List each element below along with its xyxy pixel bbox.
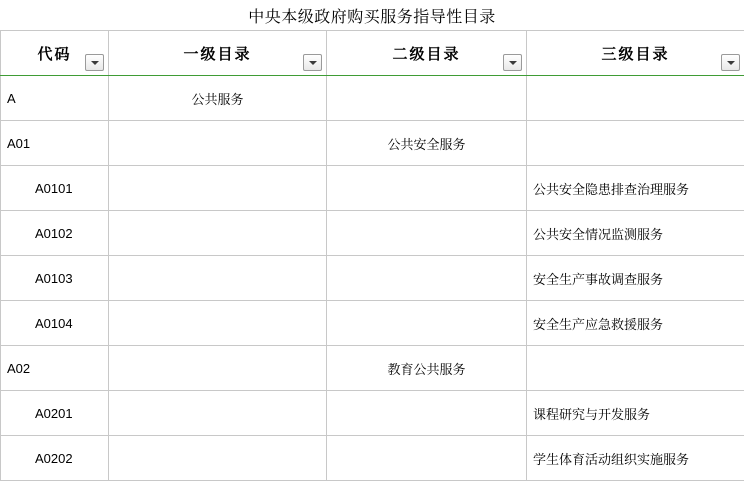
chevron-down-icon (91, 61, 99, 65)
cell-level3[interactable] (527, 301, 744, 346)
cell-level1-text: 公共服务 (191, 91, 244, 107)
cell-level2-text (327, 391, 526, 435)
cell-level2[interactable] (327, 391, 527, 436)
column-header-label: 一级目录 (183, 45, 252, 63)
cell-level1-text (109, 346, 326, 390)
column-header-label: 二级目录 (392, 45, 461, 63)
cell-level2[interactable] (327, 256, 527, 301)
cell-level1-text (109, 121, 326, 165)
filter-dropdown-level3[interactable] (721, 54, 740, 71)
cell-code-text: A0102 (35, 225, 73, 241)
filter-dropdown-level2[interactable] (503, 54, 522, 71)
table-row (1, 256, 744, 301)
cell-level1-text (109, 301, 326, 345)
chevron-down-icon (727, 61, 735, 65)
cell-code-text: A0104 (35, 315, 73, 331)
cell-level2-text (327, 211, 526, 255)
cell-level2-text (327, 76, 526, 120)
cell-code-text: A01 (7, 135, 31, 151)
cell-level1[interactable] (109, 256, 327, 301)
cell-level1[interactable] (109, 301, 327, 346)
table-header-row (1, 31, 744, 76)
filter-dropdown-level1[interactable] (303, 54, 322, 71)
cell-code[interactable] (1, 301, 109, 346)
cell-level3[interactable] (527, 391, 744, 436)
column-header-level3 (527, 31, 744, 76)
cell-level2[interactable] (327, 346, 527, 391)
cell-level1[interactable] (109, 346, 327, 391)
cell-level3-text (527, 76, 744, 120)
table-row (1, 391, 744, 436)
cell-level1[interactable] (109, 121, 327, 166)
cell-level2[interactable] (327, 121, 527, 166)
cell-level2-text: 公共安全服务 (387, 136, 466, 152)
cell-level2-text (327, 166, 526, 210)
cell-level1-text (109, 391, 326, 435)
chevron-down-icon (309, 61, 317, 65)
cell-level1-text (109, 256, 326, 300)
cell-code-text: A02 (7, 360, 31, 376)
table-row (1, 211, 744, 256)
cell-level2-text (327, 256, 526, 300)
cell-level3-text: 安全生产应急救援服务 (533, 316, 664, 332)
cell-level3-text (527, 121, 744, 165)
cell-level3-text: 安全生产事故调查服务 (533, 271, 664, 287)
table-row (1, 121, 744, 166)
cell-level2-text (327, 301, 526, 345)
cell-level2[interactable] (327, 436, 527, 481)
cell-level1-text (109, 211, 326, 255)
column-header-level1 (109, 31, 327, 76)
cell-level1[interactable] (109, 76, 327, 121)
cell-level1[interactable] (109, 391, 327, 436)
cell-code-text: A0201 (35, 405, 73, 421)
chevron-down-icon (509, 61, 517, 65)
cell-code[interactable] (1, 256, 109, 301)
cell-level3[interactable] (527, 166, 744, 211)
cell-code[interactable] (1, 121, 109, 166)
cell-level3[interactable] (527, 436, 744, 481)
cell-level3[interactable] (527, 346, 744, 391)
cell-level3-text: 学生体育活动组织实施服务 (533, 451, 690, 467)
cell-level1-text (109, 166, 326, 210)
cell-level3[interactable] (527, 121, 744, 166)
cell-code[interactable] (1, 346, 109, 391)
cell-level2-text (327, 436, 526, 480)
column-header-code (1, 31, 109, 76)
cell-level3-text (527, 346, 744, 390)
cell-code-text: A0101 (35, 180, 73, 196)
cell-code-text: A (7, 90, 16, 106)
column-header-level2 (327, 31, 527, 76)
cell-level3[interactable] (527, 256, 744, 301)
cell-level3-text: 公共安全隐患排查治理服务 (533, 181, 690, 197)
cell-level1[interactable] (109, 166, 327, 211)
cell-code-text: A0103 (35, 270, 73, 286)
cell-level2[interactable] (327, 76, 527, 121)
cell-code-text: A0202 (35, 450, 73, 466)
cell-level2[interactable] (327, 166, 527, 211)
column-header-label: 三级目录 (601, 45, 670, 63)
directory-table (0, 30, 744, 481)
cell-level1-text (109, 436, 326, 480)
table-row (1, 346, 744, 391)
cell-level2[interactable] (327, 211, 527, 256)
column-header-label: 代码 (37, 45, 72, 63)
cell-code[interactable] (1, 436, 109, 481)
document-title-row (0, 0, 744, 30)
table-row (1, 301, 744, 346)
cell-level2[interactable] (327, 301, 527, 346)
cell-level3[interactable] (527, 76, 744, 121)
cell-level1[interactable] (109, 436, 327, 481)
table-row (1, 76, 744, 121)
cell-level3-text: 课程研究与开发服务 (533, 406, 651, 422)
cell-code[interactable] (1, 391, 109, 436)
cell-level2-text: 教育公共服务 (387, 361, 466, 377)
cell-level3[interactable] (527, 211, 744, 256)
table-row (1, 166, 744, 211)
cell-code[interactable] (1, 166, 109, 211)
filter-dropdown-code[interactable] (85, 54, 104, 71)
cell-code[interactable] (1, 211, 109, 256)
cell-code[interactable] (1, 76, 109, 121)
cell-level3-text: 公共安全情况监测服务 (533, 226, 664, 242)
table-row (1, 436, 744, 481)
cell-level1[interactable] (109, 211, 327, 256)
page-title: 中央本级政府购买服务指导性目录 (248, 8, 496, 26)
